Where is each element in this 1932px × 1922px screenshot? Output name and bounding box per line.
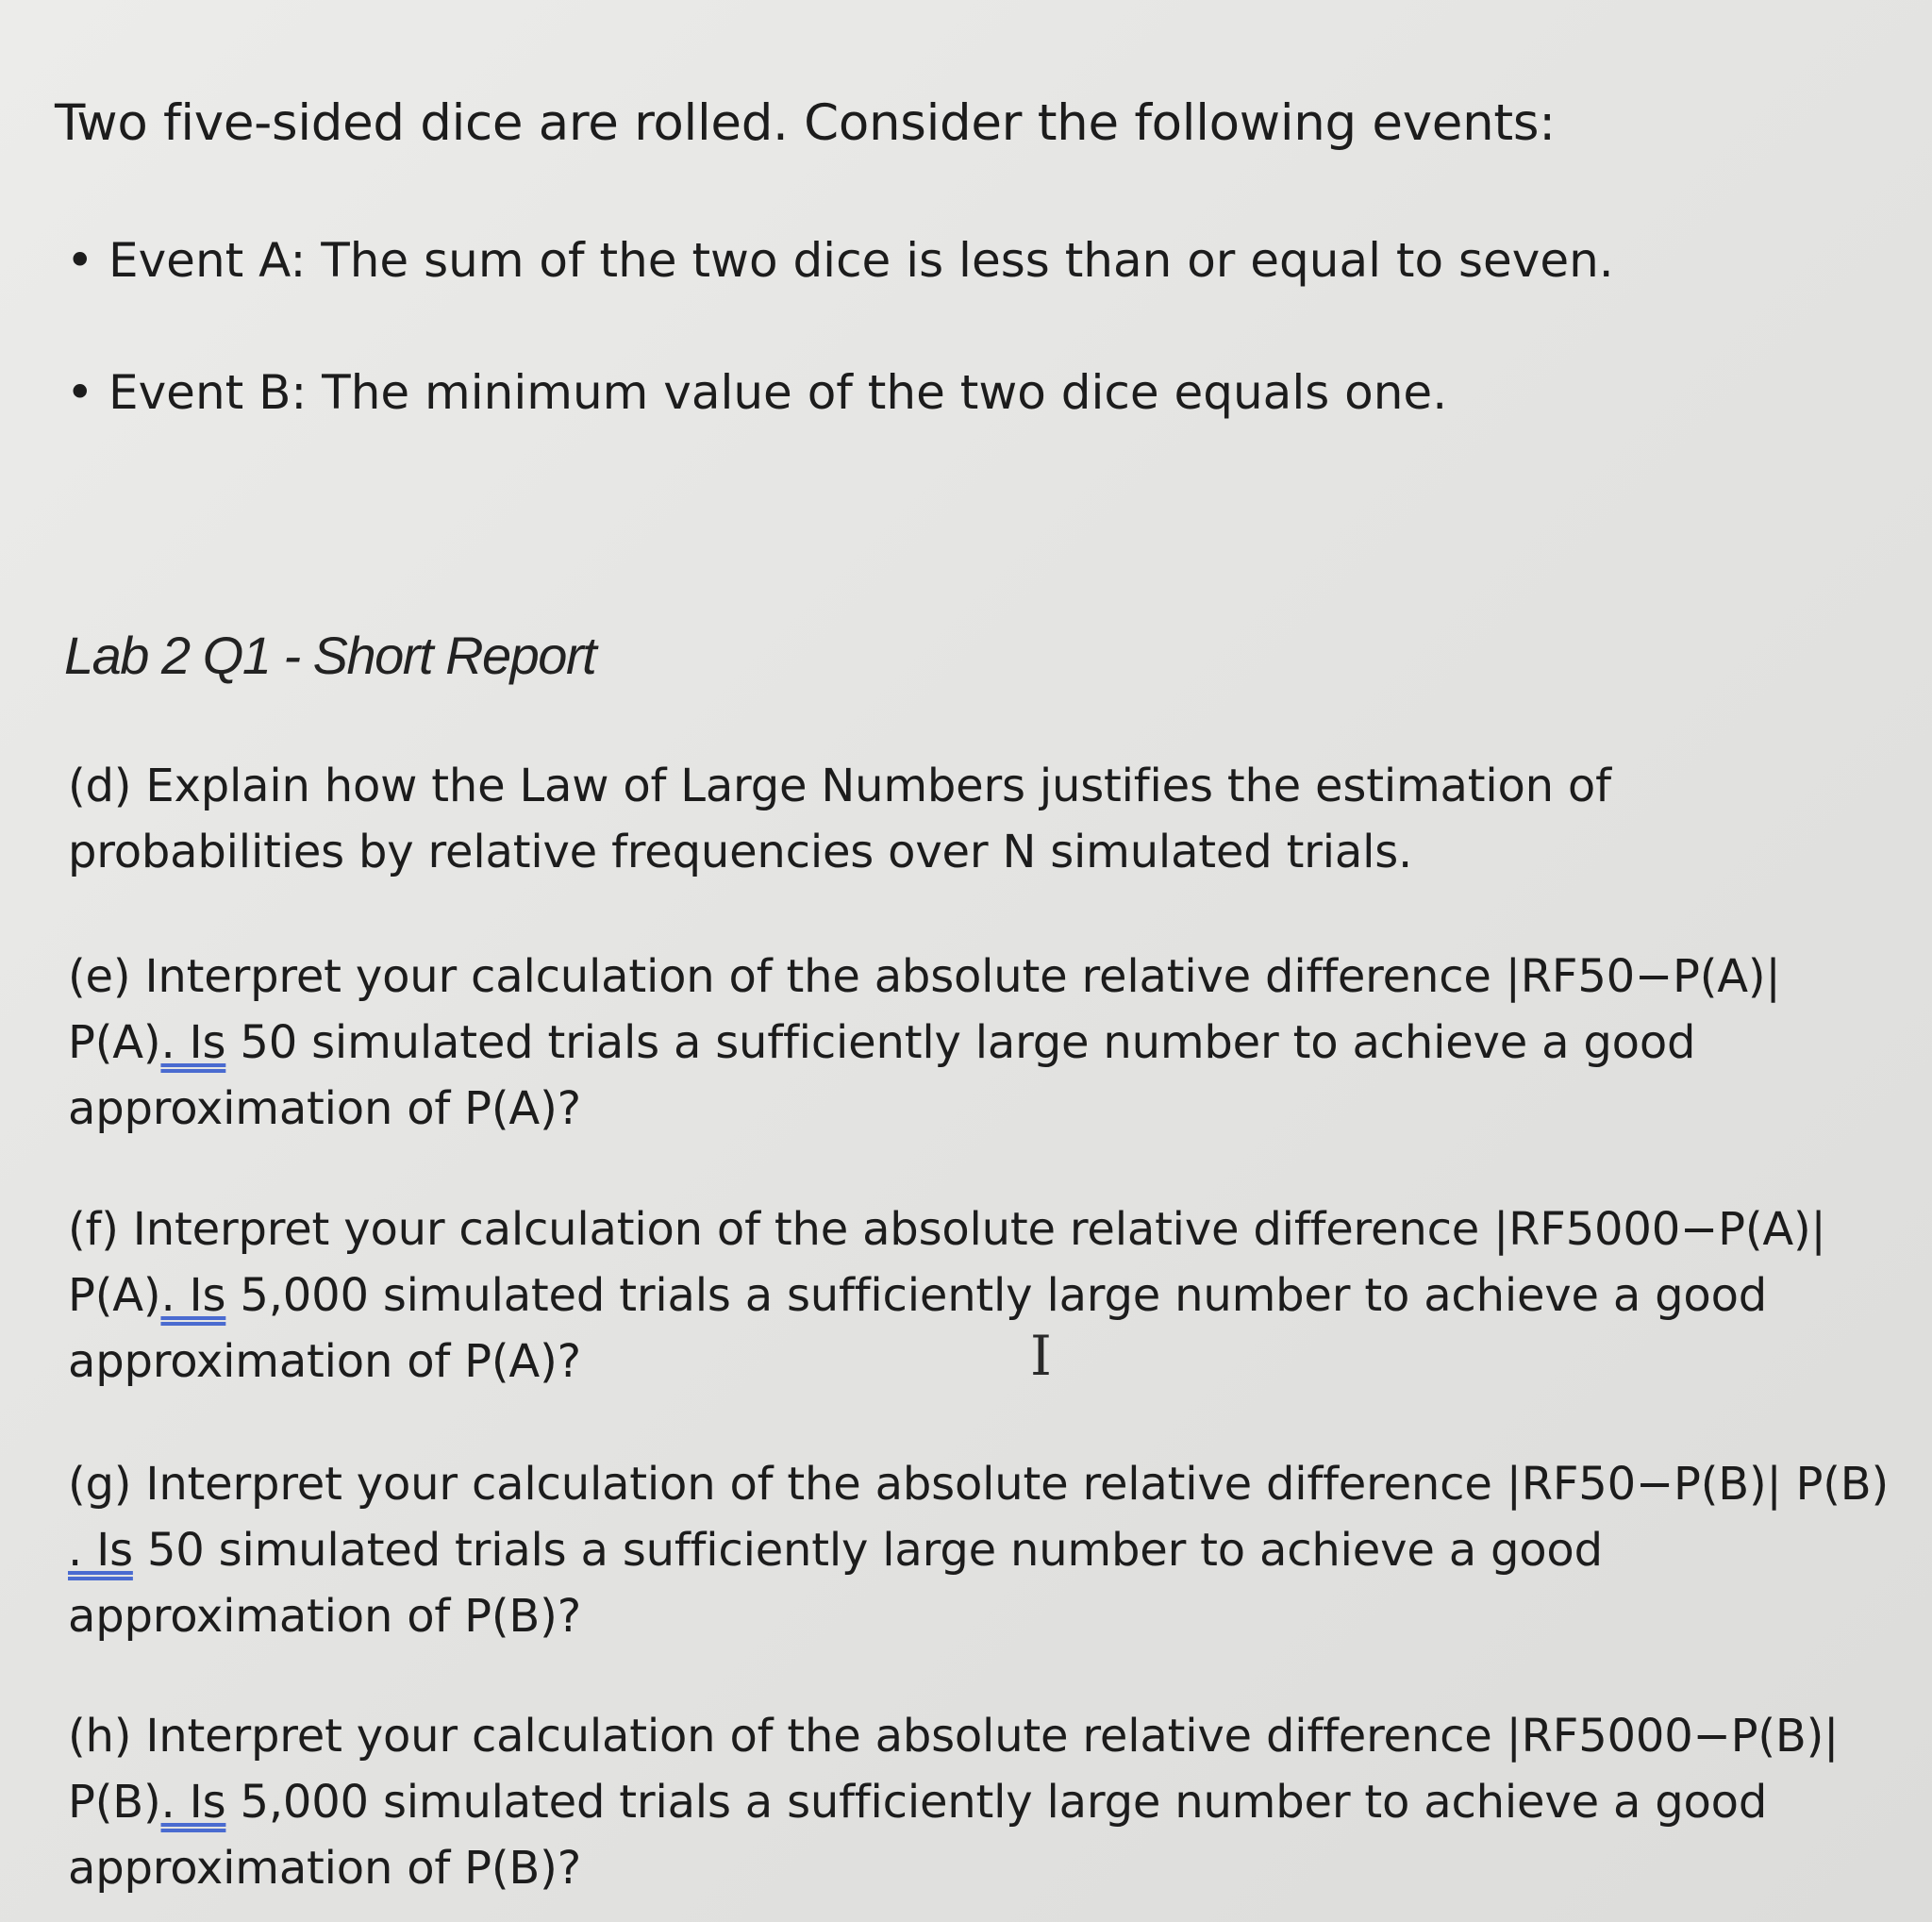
question-g[interactable] [68, 1451, 1889, 1649]
event-a-item [66, 231, 1614, 290]
question-h-line: (h) Interpret your calculation of the absolute relative difference |RF5000−P(B)| [68, 1710, 1840, 1763]
bullet-icon: • [66, 233, 94, 288]
question-g-line: approximation of P(B)? [68, 1590, 581, 1643]
question-f[interactable] [68, 1196, 1825, 1395]
bullet-icon: • [66, 365, 94, 420]
fraction-denominator: P(B) [1795, 1458, 1890, 1511]
question-h-line [68, 1769, 1839, 1835]
underlined-text: . Is [160, 1776, 226, 1829]
event-b-text: Event B: The minimum value of the two dice equals one. [108, 365, 1448, 420]
question-h-line: approximation of P(B)? [68, 1842, 581, 1895]
question-g-line [68, 1517, 1889, 1583]
underlined-text: . Is [160, 1269, 226, 1322]
question-e-text: 50 simulated trials a sufficiently large number to achieve a good [225, 1016, 1696, 1069]
question-f-line: (f) Interpret your calculation of the absolute relative difference |RF5000−P(A)| [68, 1203, 1826, 1256]
underlined-text: . Is [68, 1524, 133, 1577]
question-f-line: approximation of P(A)? [68, 1335, 581, 1388]
question-d[interactable] [68, 753, 1611, 885]
fraction-denominator: P(A) [68, 1016, 161, 1069]
question-h[interactable] [68, 1703, 1839, 1901]
question-h-text: 5,000 simulated trials a sufficiently large number to achieve a good [225, 1776, 1768, 1829]
problem-statement: Two five-sided dice are rolled. Consider the following events: [55, 94, 1556, 152]
question-g-text: (g) Interpret your calculation of the absolute relative difference |RF50−P(B)| [68, 1458, 1796, 1511]
question-d-line: probabilities by relative frequencies over N simulated trials. [68, 826, 1413, 878]
fraction-denominator: P(A) [68, 1269, 161, 1322]
text-cursor-icon: I [1030, 1324, 1052, 1388]
question-e-line: (e) Interpret your calculation of the absolute relative difference |RF50−P(A)| [68, 950, 1781, 1003]
question-f-line [68, 1262, 1825, 1329]
event-b-item [66, 363, 1614, 422]
question-e[interactable] [68, 944, 1780, 1142]
question-g-text: 50 simulated trials a sufficiently large number to achieve a good [132, 1524, 1603, 1577]
event-list [66, 231, 1614, 495]
underlined-text: . Is [160, 1016, 226, 1069]
section-heading: Lab 2 Q1 - Short Report [64, 626, 596, 685]
question-d-line: (d) Explain how the Law of Large Numbers justifies the estimation of [68, 760, 1611, 812]
event-a-text: Event A: The sum of the two dice is less than or equal to seven. [108, 233, 1614, 288]
question-g-line [68, 1451, 1889, 1517]
fraction-denominator: P(B) [68, 1776, 161, 1829]
question-f-text: 5,000 simulated trials a sufficiently large number to achieve a good [225, 1269, 1768, 1322]
question-e-line [68, 1010, 1780, 1076]
question-e-line: approximation of P(A)? [68, 1082, 581, 1135]
